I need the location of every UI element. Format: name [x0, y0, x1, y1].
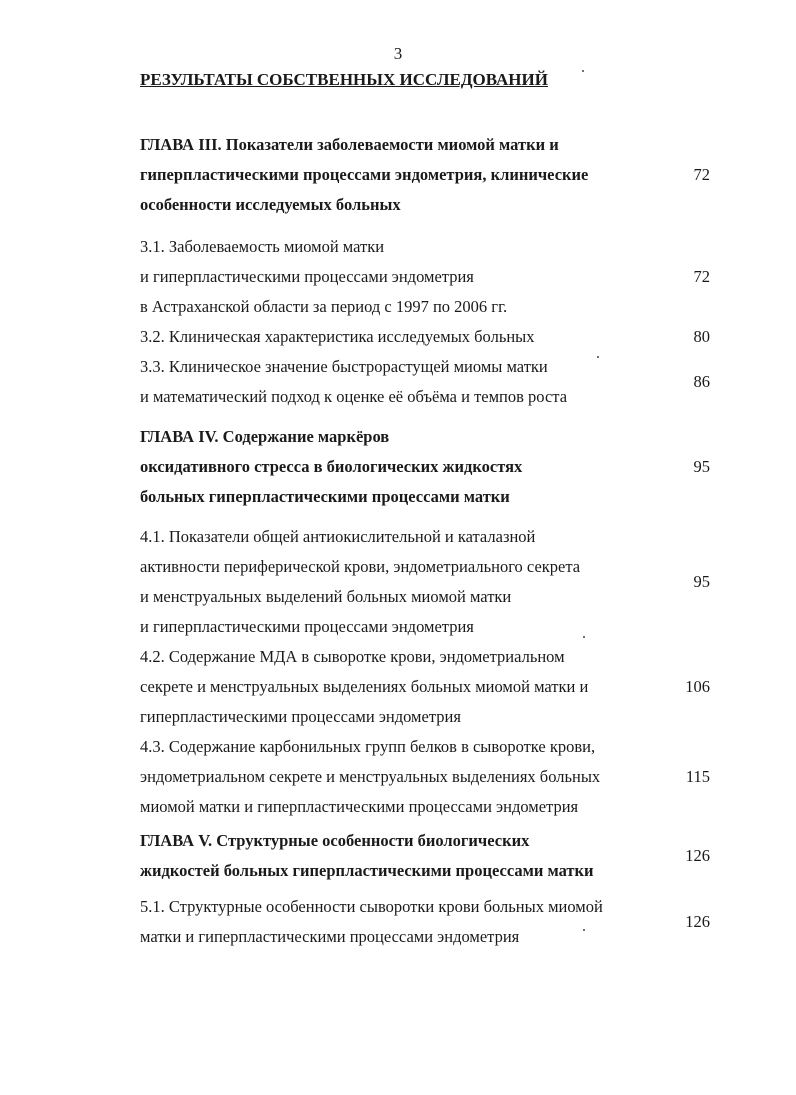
scan-speck: [582, 70, 584, 72]
toc-entry-title: [140, 642, 660, 732]
toc-entry-page: 115: [685, 767, 710, 786]
toc-entry-line: секрете и менструальных выделениях больных миомой матки и: [140, 677, 589, 696]
toc-entry-line: и гиперпластическими процессами эндометрия: [140, 267, 474, 286]
toc-entry-line: 4.3. Содержание карбонильных групп белков в сыворотке крови,: [140, 737, 596, 756]
toc-entry-page: 86: [693, 372, 710, 391]
toc-entry-line: 3.3. Клиническое значение быстрорастущей миомы матки: [140, 357, 548, 376]
toc-entry-page: 106: [685, 677, 710, 696]
page-number: 3: [393, 44, 403, 63]
toc-entry-title: [140, 422, 660, 512]
toc-entry-line: гиперпластическими процессами эндометрия, клинические: [140, 165, 589, 184]
section-title: РЕЗУЛЬТАТЫ СОБСТВЕННЫХ ИССЛЕДОВАНИЙ: [140, 70, 548, 89]
toc-entry-line: 3.1. Заболеваемость миомой матки: [140, 237, 385, 256]
toc-entry-line: 5.1. Структурные особенности сыворотки крови больных миомой: [140, 897, 603, 916]
toc-entry-line: активности периферической крови, эндометриального секрета: [140, 557, 581, 576]
toc-entry-line: больных гиперпластическими процессами матки: [140, 487, 510, 506]
toc-entry-title: [140, 826, 660, 886]
toc-entry-line: жидкостей больных гиперпластическими процессами матки: [140, 861, 594, 880]
toc-entry-title: [140, 352, 660, 412]
toc-entry-page: 72: [693, 267, 710, 286]
toc-entry-page: 126: [685, 846, 710, 865]
toc-entry-line: ГЛАВА III. Показатели заболеваемости миомой матки и: [140, 135, 559, 154]
toc-entry-line: и гиперпластическими процессами эндометрия: [140, 617, 474, 636]
toc-entry-line: ГЛАВА IV. Содержание маркёров: [140, 427, 390, 446]
toc-entry-line: в Астраханской области за период с 1997 по 2006 гг.: [140, 297, 508, 316]
toc-entry-line: 3.2. Клиническая характеристика исследуемых больных: [140, 327, 535, 346]
toc-entry-line: матки и гиперпластическими процессами эндометрия: [140, 927, 520, 946]
toc-entry-title: [140, 522, 660, 642]
toc-entry-line: эндометриальном секрете и менструальных выделениях больных: [140, 767, 601, 786]
toc-entry-page: 95: [693, 572, 710, 591]
toc-entry-line: ГЛАВА V. Структурные особенности биологических: [140, 831, 530, 850]
toc-entry-title: [140, 232, 660, 322]
toc-entry-line: и менструальных выделений больных миомой матки: [140, 587, 512, 606]
toc-entry-line: особенности исследуемых больных: [140, 195, 401, 214]
toc-entry-title: [140, 130, 660, 220]
toc-entry-line: 4.1. Показатели общей антиокислительной и каталазной: [140, 527, 536, 546]
toc-entry-page: 80: [693, 327, 710, 346]
toc-entry-title: [140, 732, 660, 822]
toc-entry-page: 126: [685, 912, 710, 931]
toc-entry-line: оксидативного стресса в биологических жидкостях: [140, 457, 523, 476]
toc-entry-page: 72: [693, 165, 710, 184]
toc-entry-page: 95: [693, 457, 710, 476]
scan-speck: [583, 929, 585, 931]
toc-entry-title: [140, 892, 660, 952]
scan-speck: [597, 356, 599, 358]
toc-entry-line: и математический подход к оценке её объёма и темпов роста: [140, 387, 568, 406]
toc-entry-line: миомой матки и гиперпластическими процессами эндометрия: [140, 797, 579, 816]
toc-entry-line: гиперпластическими процессами эндометрия: [140, 707, 461, 726]
scan-speck: [583, 636, 585, 638]
toc-entry-line: 4.2. Содержание МДА в сыворотке крови, эндометриальном: [140, 647, 565, 666]
toc-entry-title: [140, 322, 660, 352]
